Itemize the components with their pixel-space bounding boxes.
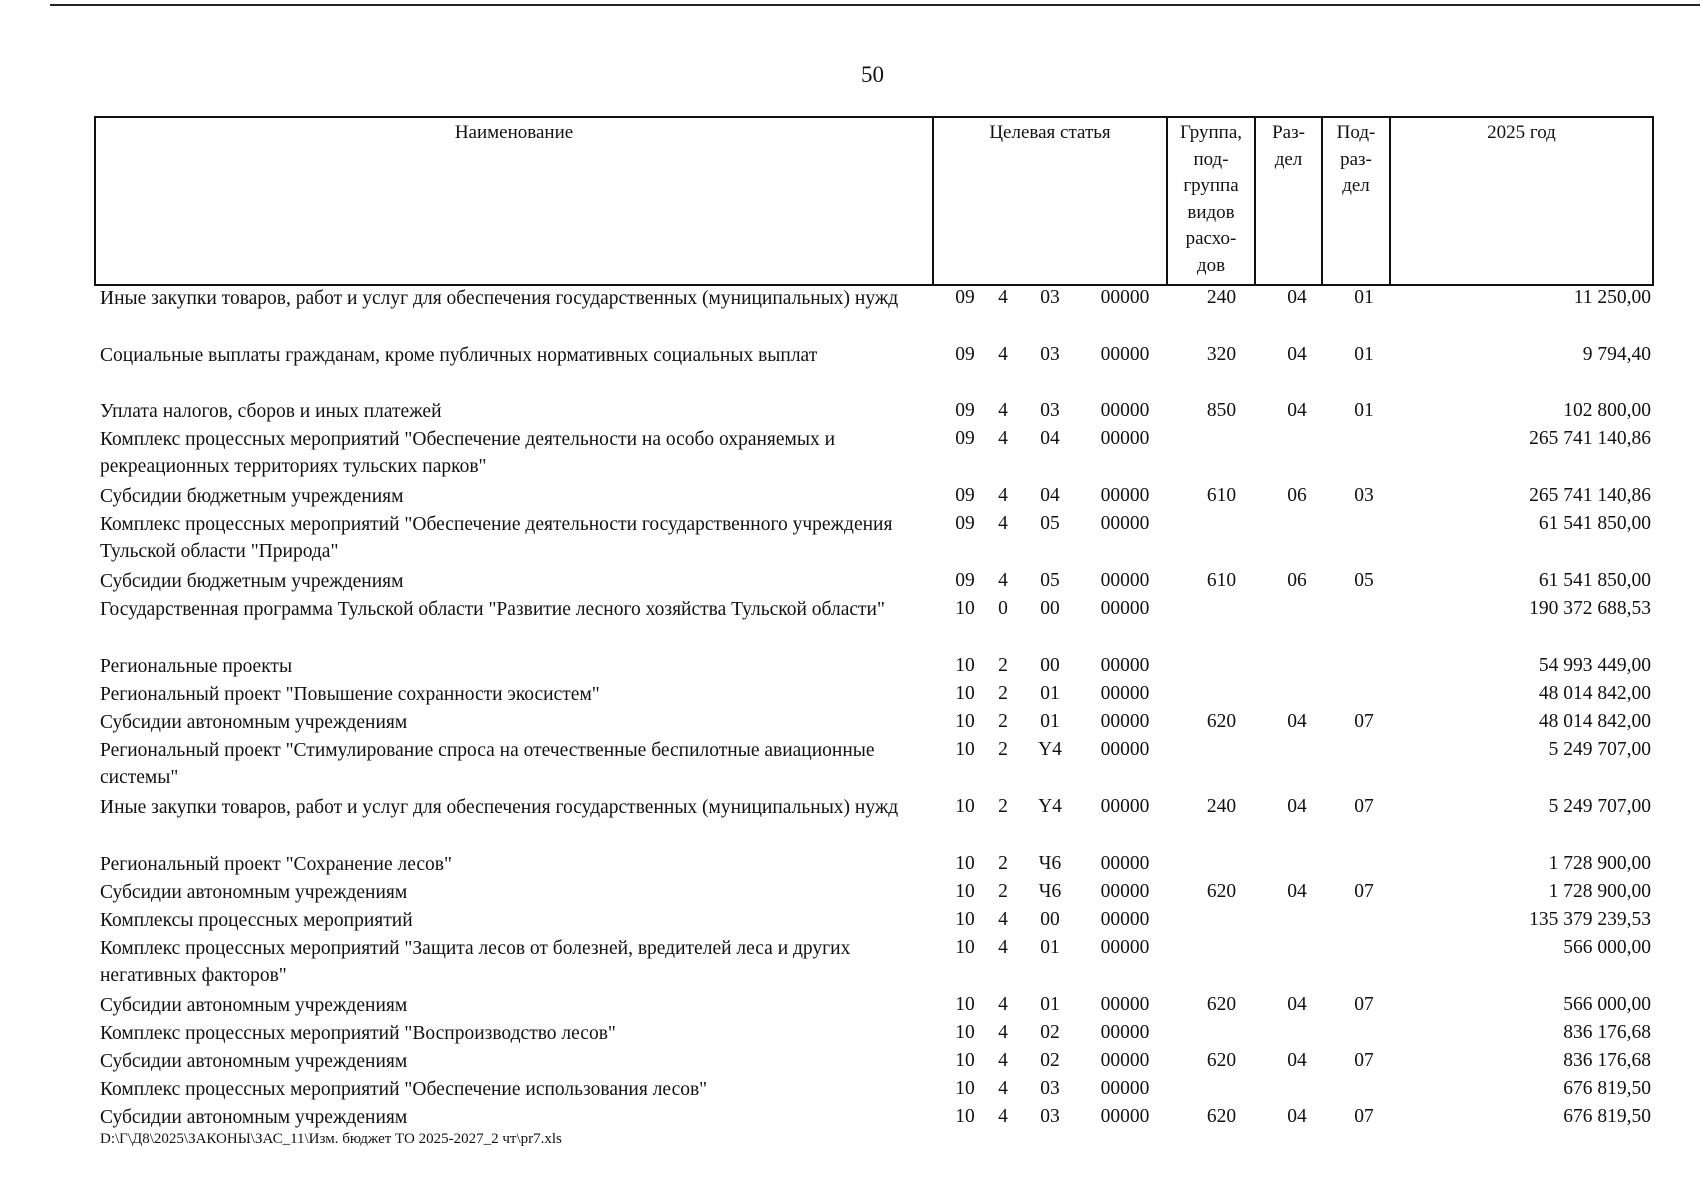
target-code-1: 09 <box>955 570 975 591</box>
table-row <box>94 993 1654 1021</box>
row-name: Субсидии бюджетным учреждениям <box>100 571 404 592</box>
row-amount: 265 741 140,86 <box>1529 485 1651 506</box>
row-group: 240 <box>1206 287 1237 308</box>
row-amount: 676 819,50 <box>1563 1106 1651 1127</box>
row-group: 620 <box>1206 1050 1237 1071</box>
target-code-3: Y4 <box>1038 739 1062 760</box>
row-subsection: 07 <box>1354 796 1374 817</box>
row-amount: 11 250,00 <box>1573 287 1651 308</box>
row-amount: 48 014 842,00 <box>1538 711 1651 732</box>
table-row <box>94 682 1654 710</box>
table-row <box>94 795 1654 852</box>
row-amount: 836 176,68 <box>1563 1022 1651 1043</box>
target-code-3: 01 <box>1040 711 1060 732</box>
row-group: 240 <box>1206 796 1237 817</box>
target-code-2: 2 <box>998 655 1008 676</box>
target-code-2: 4 <box>998 937 1008 958</box>
row-subsection: 07 <box>1354 1106 1374 1127</box>
target-code-1: 10 <box>955 881 975 902</box>
row-section: 04 <box>1287 796 1307 817</box>
target-code-1: 10 <box>955 739 975 760</box>
row-section: 04 <box>1287 287 1307 308</box>
row-name: Региональные проекты <box>100 656 293 677</box>
row-section: 06 <box>1287 485 1307 506</box>
row-name: Региональный проект "Сохранение лесов" <box>100 854 452 875</box>
target-code-3: 01 <box>1040 994 1060 1015</box>
target-code-2: 4 <box>998 570 1008 591</box>
target-code-1: 10 <box>955 655 975 676</box>
row-subsection: 07 <box>1354 1050 1374 1071</box>
target-code-3: 00 <box>1040 598 1060 619</box>
table-row <box>94 908 1654 936</box>
target-code-2: 2 <box>998 683 1008 704</box>
target-code-2: 4 <box>998 485 1008 506</box>
row-name: Субсидии автономным учреждениям <box>100 1051 408 1072</box>
row-amount: 1 728 900,00 <box>1548 881 1651 902</box>
table-body <box>94 286 1654 1133</box>
target-code-3: 04 <box>1040 485 1060 506</box>
row-name: Субсидии автономным учреждениям <box>100 995 408 1016</box>
row-section: 04 <box>1287 994 1307 1015</box>
row-subsection: 01 <box>1354 287 1374 308</box>
target-code-3: Ч6 <box>1038 881 1062 902</box>
row-amount: 48 014 842,00 <box>1538 683 1651 704</box>
target-code-1: 10 <box>955 683 975 704</box>
target-code-4: 00000 <box>1100 428 1150 449</box>
target-code-1: 10 <box>955 1106 975 1127</box>
target-code-1: 09 <box>955 344 975 365</box>
row-group: 620 <box>1206 711 1237 732</box>
target-code-1: 10 <box>955 1078 975 1099</box>
target-code-4: 00000 <box>1100 739 1150 760</box>
target-code-1: 09 <box>955 400 975 421</box>
target-code-3: 03 <box>1040 1078 1060 1099</box>
target-code-2: 4 <box>998 1106 1008 1127</box>
row-group: 620 <box>1206 1106 1237 1127</box>
row-amount: 5 249 707,00 <box>1548 796 1651 817</box>
row-subsection: 07 <box>1354 711 1374 732</box>
target-code-3: 01 <box>1040 683 1060 704</box>
table-row <box>94 484 1654 512</box>
target-code-1: 09 <box>955 513 975 534</box>
table-row <box>94 427 1654 484</box>
target-code-2: 4 <box>998 909 1008 930</box>
target-code-3: 02 <box>1040 1050 1060 1071</box>
target-code-3: 01 <box>1040 937 1060 958</box>
row-name: Государственная программа Тульской области "Развитие лесного хозяйства Тульской области" <box>100 599 885 620</box>
target-code-3: Ч6 <box>1038 853 1062 874</box>
target-code-2: 4 <box>998 994 1008 1015</box>
row-name: Социальные выплаты гражданам, кроме публичных нормативных социальных выплат <box>100 345 818 366</box>
table-row <box>94 654 1654 682</box>
row-section: 04 <box>1287 1050 1307 1071</box>
row-amount: 61 541 850,00 <box>1538 513 1651 534</box>
row-name: Комплекс процессных мероприятий "Обеспечение деятельности государственного учреждения Тульской области "Природа" <box>100 514 893 562</box>
table-row <box>94 512 1654 569</box>
row-name: Иные закупки товаров, работ и услуг для обеспечения государственных (муниципальных) нужд <box>100 797 899 818</box>
row-group: 610 <box>1206 485 1237 506</box>
row-name: Региональный проект "Стимулирование спроса на отечественные беспилотные авиационные системы" <box>100 740 875 788</box>
table-row <box>94 710 1654 738</box>
target-code-1: 10 <box>955 796 975 817</box>
row-amount: 5 249 707,00 <box>1548 739 1651 760</box>
target-code-4: 00000 <box>1100 711 1150 732</box>
row-subsection: 01 <box>1354 400 1374 421</box>
row-subsection: 07 <box>1354 994 1374 1015</box>
target-code-4: 00000 <box>1100 994 1150 1015</box>
target-code-4: 00000 <box>1100 1106 1150 1127</box>
target-code-2: 4 <box>998 1050 1008 1071</box>
table-row <box>94 343 1654 399</box>
target-code-4: 00000 <box>1100 598 1150 619</box>
row-amount: 61 541 850,00 <box>1538 570 1651 591</box>
target-code-3: 03 <box>1040 287 1060 308</box>
table-row <box>94 1105 1654 1133</box>
target-code-2: 2 <box>998 739 1008 760</box>
target-code-2: 4 <box>998 513 1008 534</box>
target-code-4: 00000 <box>1100 1022 1150 1043</box>
row-name: Субсидии автономным учреждениям <box>100 712 408 733</box>
header-year: 2025 год <box>1487 122 1556 143</box>
table-row <box>94 1049 1654 1077</box>
target-code-3: 03 <box>1040 400 1060 421</box>
target-code-4: 00000 <box>1100 1078 1150 1099</box>
header-target-article: Целевая статья <box>934 118 1168 284</box>
target-code-3: Y4 <box>1038 796 1062 817</box>
target-code-2: 2 <box>998 881 1008 902</box>
row-section: 04 <box>1287 711 1307 732</box>
header-section: Раз- дел <box>1256 118 1323 284</box>
target-code-4: 00000 <box>1100 909 1150 930</box>
target-code-1: 10 <box>955 598 975 619</box>
row-name: Субсидии автономным учреждениям <box>100 882 408 903</box>
row-amount: 102 800,00 <box>1563 400 1651 421</box>
target-code-2: 0 <box>998 598 1008 619</box>
row-section: 04 <box>1287 400 1307 421</box>
row-amount: 54 993 449,00 <box>1538 655 1651 676</box>
row-amount: 265 741 140,86 <box>1529 428 1651 449</box>
target-code-4: 00000 <box>1100 400 1150 421</box>
row-subsection: 07 <box>1354 881 1374 902</box>
target-code-1: 10 <box>955 937 975 958</box>
row-amount: 9 794,40 <box>1582 344 1651 365</box>
target-code-4: 00000 <box>1100 937 1150 958</box>
table-row <box>94 880 1654 908</box>
row-section: 06 <box>1287 570 1307 591</box>
target-code-4: 00000 <box>1100 683 1150 704</box>
table-row <box>94 597 1654 654</box>
row-amount: 566 000,00 <box>1563 937 1651 958</box>
target-code-1: 10 <box>955 909 975 930</box>
row-amount: 836 176,68 <box>1563 1050 1651 1071</box>
target-code-4: 00000 <box>1100 570 1150 591</box>
target-code-4: 00000 <box>1100 881 1150 902</box>
target-code-4: 00000 <box>1100 853 1150 874</box>
row-subsection: 01 <box>1354 344 1374 365</box>
target-code-3: 04 <box>1040 428 1060 449</box>
row-name: Комплекс процессных мероприятий "Обеспечение использования лесов" <box>100 1079 708 1100</box>
table-row <box>94 1077 1654 1105</box>
target-code-1: 09 <box>955 428 975 449</box>
target-code-3: 03 <box>1040 344 1060 365</box>
row-amount: 1 728 900,00 <box>1548 853 1651 874</box>
header-group: Группа, под- группа видов расхо- дов <box>1168 118 1256 284</box>
row-section: 04 <box>1287 1106 1307 1127</box>
target-code-2: 2 <box>998 711 1008 732</box>
target-code-1: 10 <box>955 853 975 874</box>
row-section: 04 <box>1287 344 1307 365</box>
target-code-1: 09 <box>955 485 975 506</box>
target-code-4: 00000 <box>1100 513 1150 534</box>
target-code-3: 05 <box>1040 570 1060 591</box>
target-code-2: 4 <box>998 428 1008 449</box>
row-amount: 676 819,50 <box>1563 1078 1651 1099</box>
target-code-3: 00 <box>1040 909 1060 930</box>
target-code-1: 10 <box>955 1022 975 1043</box>
row-group: 610 <box>1206 570 1237 591</box>
table-row <box>94 738 1654 795</box>
target-code-1: 10 <box>955 994 975 1015</box>
target-code-3: 00 <box>1040 655 1060 676</box>
header-subsection: Под- раз- дел <box>1323 118 1391 284</box>
target-code-3: 02 <box>1040 1022 1060 1043</box>
target-code-1: 10 <box>955 711 975 732</box>
row-amount: 135 379 239,53 <box>1529 909 1651 930</box>
target-code-2: 4 <box>998 344 1008 365</box>
row-name: Иные закупки товаров, работ и услуг для обеспечения государственных (муниципальных) нужд <box>100 288 899 309</box>
row-name: Комплекс процессных мероприятий "Воспроизводство лесов" <box>100 1023 616 1044</box>
target-code-2: 4 <box>998 1078 1008 1099</box>
row-group: 620 <box>1206 881 1237 902</box>
row-group: 320 <box>1206 344 1237 365</box>
top-rule <box>50 4 1700 6</box>
table-row <box>94 936 1654 993</box>
target-code-3: 03 <box>1040 1106 1060 1127</box>
row-subsection: 05 <box>1354 570 1374 591</box>
table-row <box>94 399 1654 427</box>
table-row <box>94 852 1654 880</box>
row-section: 04 <box>1287 881 1307 902</box>
header-name: Наименование <box>96 118 934 284</box>
row-group: 850 <box>1206 400 1237 421</box>
target-code-4: 00000 <box>1100 796 1150 817</box>
target-code-2: 2 <box>998 853 1008 874</box>
target-code-2: 2 <box>998 796 1008 817</box>
row-subsection: 03 <box>1354 485 1374 506</box>
row-amount: 566 000,00 <box>1563 994 1651 1015</box>
row-group: 620 <box>1206 994 1237 1015</box>
target-code-4: 00000 <box>1100 344 1150 365</box>
target-code-1: 09 <box>955 287 975 308</box>
row-name: Субсидии бюджетным учреждениям <box>100 486 404 507</box>
target-code-2: 4 <box>998 287 1008 308</box>
target-code-2: 4 <box>998 400 1008 421</box>
row-name: Комплексы процессных мероприятий <box>100 910 413 931</box>
table-header <box>94 116 1654 286</box>
target-code-4: 00000 <box>1100 655 1150 676</box>
table-row <box>94 569 1654 597</box>
row-name: Уплата налогов, сборов и иных платежей <box>100 401 442 422</box>
row-amount: 190 372 688,53 <box>1529 598 1651 619</box>
target-code-2: 4 <box>998 1022 1008 1043</box>
table-row <box>94 286 1654 343</box>
row-name: Комплекс процессных мероприятий "Обеспечение деятельности на особо охраняемых и рекреационных территориях тульских парков" <box>100 429 836 477</box>
table-row <box>94 1021 1654 1049</box>
target-code-4: 00000 <box>1100 287 1150 308</box>
row-name: Региональный проект "Повышение сохранности экосистем" <box>100 684 600 705</box>
footer-path: D:\Г\Д8\2025\ЗАКОНЫ\ЗАС_11\Изм. бюджет ТО 2025-2027_2 чт\pr7.xls <box>100 1131 562 1147</box>
target-code-4: 00000 <box>1100 485 1150 506</box>
row-name: Комплекс процессных мероприятий "Защита лесов от болезней, вредителей леса и других негативных факторов" <box>100 938 851 986</box>
target-code-1: 10 <box>955 1050 975 1071</box>
target-code-3: 05 <box>1040 513 1060 534</box>
target-code-4: 00000 <box>1100 1050 1150 1071</box>
page-number: 50 <box>861 62 884 87</box>
row-name: Субсидии автономным учреждениям <box>100 1107 408 1128</box>
